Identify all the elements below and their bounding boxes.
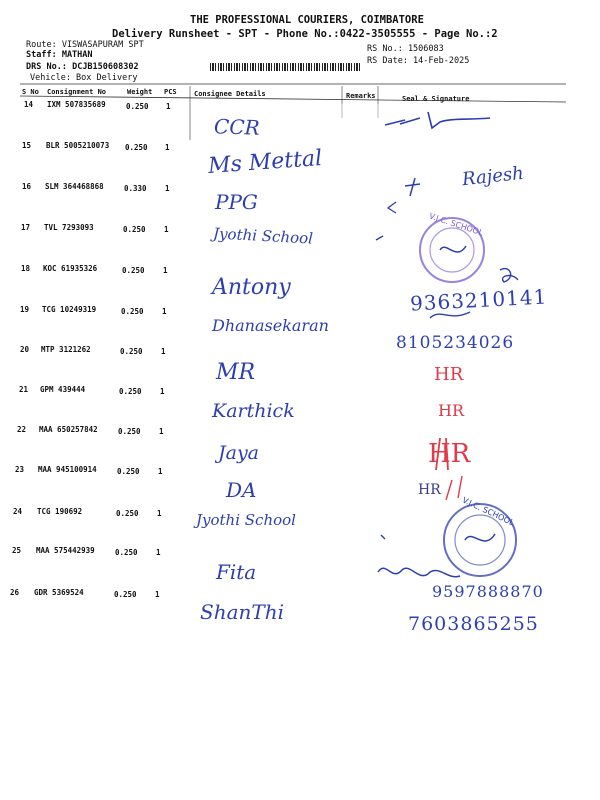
col-remarks: Remarks xyxy=(346,92,376,100)
signature-hr: HR xyxy=(434,364,464,385)
row-sno: 22 xyxy=(17,425,27,434)
row-consignment: KOC 61935326 xyxy=(43,264,98,273)
row-weight: 0.250 xyxy=(114,590,137,599)
row-consignment: MTP 3121262 xyxy=(41,345,91,354)
col-pcs: PCS xyxy=(164,88,177,96)
row-consignment: MAA 575442939 xyxy=(36,546,95,555)
consignee-handwriting: ShanThi xyxy=(200,600,285,624)
row-pcs: 1 xyxy=(164,225,169,234)
signature-phone-4: 7603865255 xyxy=(408,613,539,635)
col-sno: S No xyxy=(22,88,39,96)
row-weight: 0.250 xyxy=(120,347,143,356)
consignee-handwriting: Fita xyxy=(216,560,257,584)
row-pcs: 1 xyxy=(156,548,161,557)
vehicle-label: Vehicle: Box Delivery xyxy=(30,73,138,83)
row-sno: 15 xyxy=(22,141,32,150)
row-sno: 24 xyxy=(13,507,23,516)
consignee-handwriting: CCR xyxy=(213,114,261,140)
consignee-handwriting: PPG xyxy=(215,190,258,214)
row-consignment: TCG 10249319 xyxy=(42,305,97,314)
runsheet-title: Delivery Runsheet - SPT - Phone No.:0422-3505555 - Page No.:2 xyxy=(112,28,498,40)
col-consignee: Consignee Details xyxy=(194,90,266,98)
row-consignment: IXM 507835689 xyxy=(47,100,106,109)
row-sno: 20 xyxy=(20,345,30,354)
consignee-handwriting: Ms Mettal xyxy=(207,146,323,179)
row-pcs: 1 xyxy=(155,590,160,599)
consignee-handwriting: Antony xyxy=(212,275,291,300)
consignee-handwriting: Jyothi School xyxy=(212,224,314,248)
row-consignment: TCG 190692 xyxy=(37,507,83,516)
signature-rajesh: Rajesh xyxy=(461,162,525,191)
row-sno: 23 xyxy=(15,465,25,474)
row-weight: 0.250 xyxy=(122,266,145,275)
row-sno: 19 xyxy=(20,305,30,314)
row-consignment: MAA 945100914 xyxy=(38,465,97,474)
row-weight: 0.250 xyxy=(118,427,141,436)
drs-value: DCJB150608302 xyxy=(72,62,139,72)
row-pcs: 1 xyxy=(162,307,167,316)
row-pcs: 1 xyxy=(157,509,162,518)
route-label: Route: VISWASAPURAM SPT xyxy=(26,40,144,50)
stamp-text: V.J.C. SCHOOL xyxy=(427,211,485,238)
row-pcs: 1 xyxy=(160,387,165,396)
row-weight: 0.250 xyxy=(121,307,144,316)
row-consignment: BLR 5005210073 xyxy=(46,141,110,150)
row-weight: 0.250 xyxy=(115,548,138,557)
consignee-handwriting: MR xyxy=(216,360,256,385)
rs-number: RS No.: 1506083 xyxy=(367,44,444,54)
consignee-handwriting: Jaya xyxy=(218,442,260,464)
row-sno: 21 xyxy=(19,385,29,394)
row-weight: 0.250 xyxy=(125,143,148,152)
row-sno: 17 xyxy=(21,223,31,232)
row-consignment: GPM 439444 xyxy=(40,385,86,394)
row-sno: 16 xyxy=(22,182,32,191)
consignee-handwriting: Karthick xyxy=(212,400,295,422)
col-weight: Weight xyxy=(127,88,153,96)
row-weight: 0.250 xyxy=(119,387,142,396)
row-sno: 18 xyxy=(21,264,31,273)
row-sno: 25 xyxy=(12,546,22,555)
signature-hr: HR xyxy=(418,482,441,498)
consignee-handwriting: Dhanasekaran xyxy=(212,316,329,335)
row-pcs: 1 xyxy=(159,427,164,436)
row-sno: 26 xyxy=(10,588,20,597)
consignee-handwriting: DA xyxy=(226,478,257,502)
row-pcs: 1 xyxy=(165,143,170,152)
company-title: THE PROFESSIONAL COURIERS, COIMBATORE xyxy=(190,14,424,26)
row-pcs: 1 xyxy=(158,467,163,476)
signature-phone-1: 9363210141 xyxy=(409,284,548,316)
row-consignment: GDR 5369524 xyxy=(34,588,84,597)
row-consignment: TVL 7293093 xyxy=(44,223,94,232)
rs-date: RS Date: 14-Feb-2025 xyxy=(367,56,470,66)
row-pcs: 1 xyxy=(165,184,170,193)
row-consignment: MAA 650257842 xyxy=(39,425,98,434)
signature-hr: HR xyxy=(428,439,471,469)
row-weight: 0.250 xyxy=(123,225,146,234)
col-seal: Seal & Signature xyxy=(402,95,470,103)
row-weight: 0.330 xyxy=(124,184,147,193)
row-weight: 0.250 xyxy=(116,509,139,518)
row-pcs: 1 xyxy=(161,347,166,356)
row-pcs: 1 xyxy=(163,266,168,275)
row-consignment: SLM 364468868 xyxy=(45,182,104,191)
stamp-text: V.J.C. SCHOOL xyxy=(460,495,516,528)
row-weight: 0.250 xyxy=(126,102,149,111)
signature-phone-3: 9597888870 xyxy=(432,582,544,601)
drs-label: DRS No.: xyxy=(26,62,67,72)
consignee-handwriting: Jyothi School xyxy=(196,511,296,529)
staff-label: Staff: MATHAN xyxy=(26,50,93,60)
signature-phone-2: 8105234026 xyxy=(396,333,515,353)
row-weight: 0.250 xyxy=(117,467,140,476)
row-pcs: 1 xyxy=(166,102,171,111)
row-sno: 14 xyxy=(24,100,34,109)
signature-hr: HR xyxy=(438,401,464,420)
col-consignment: Consignment No xyxy=(47,88,107,96)
